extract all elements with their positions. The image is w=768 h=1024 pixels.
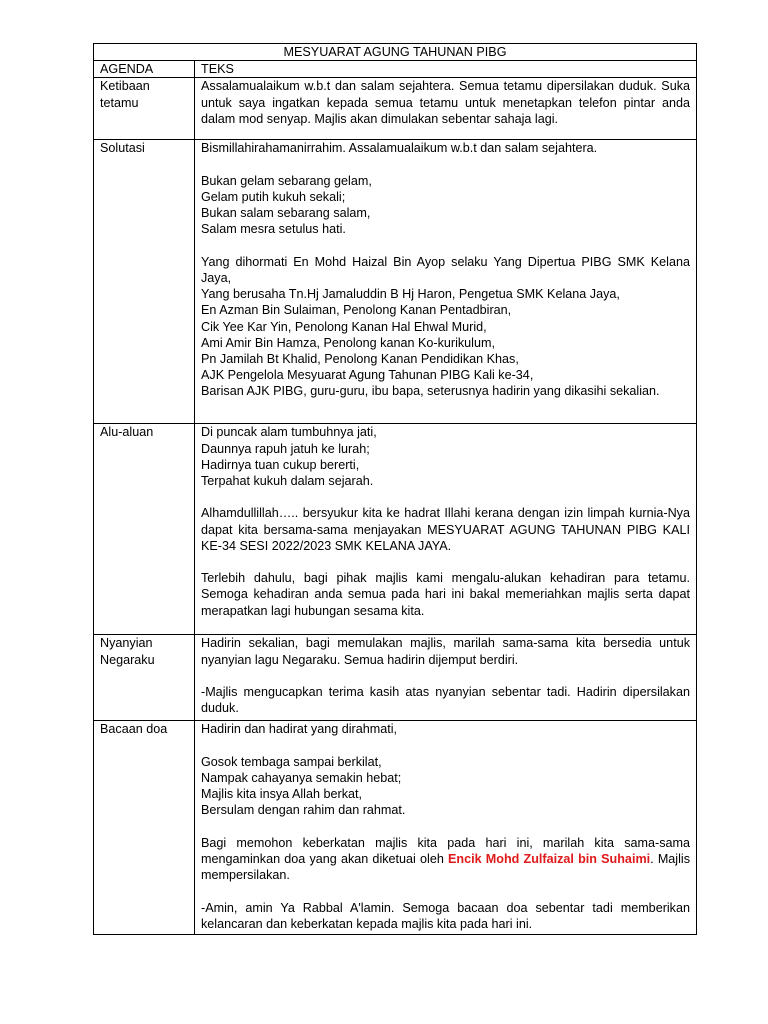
paragraph <box>201 424 690 489</box>
agenda-cell: Nyanyian Negaraku <box>94 635 195 721</box>
table-row <box>94 140 697 424</box>
paragraph <box>201 721 690 737</box>
agenda-header: AGENDA <box>94 61 195 78</box>
text-line: Bukan salam sebarang salam, <box>201 206 371 221</box>
text-segment: Bagi memohon keberkatan majlis kita pada hari ini, marilah kita sama-sama mengaminkan doa yang akan diketuai oleh <box>201 835 690 866</box>
text-cell <box>195 78 697 140</box>
agenda-table <box>93 43 697 935</box>
text-line: Hadirnya tuan cukup bererti, <box>201 457 360 472</box>
paragraph <box>201 754 690 819</box>
text-line: Bersulam dengan rahim dan rahmat. <box>201 803 406 818</box>
table-row <box>94 78 697 140</box>
text-line: Gosok tembaga sampai berkilat, <box>201 754 382 769</box>
text-cell <box>195 140 697 424</box>
text-line: Yang dihormati En Mohd Haizal Bin Ayop selaku Yang Dipertua PIBG SMK Kelana Jaya, <box>201 254 690 285</box>
text-line: Daunnya rapuh jatuh ke lurah; <box>201 441 370 456</box>
text-cell <box>195 635 697 721</box>
text-line: Di puncak alam tumbuhnya jati, <box>201 425 377 440</box>
paragraph <box>201 173 690 238</box>
text-line: Bismillahirahamanirrahim. Assalamualaikum w.b.t dan salam sejahtera. <box>201 141 598 156</box>
text-line: -Amin, amin Ya Rabbal A'lamin. Semoga bacaan doa sebentar tadi memberikan kelancaran dan keberkatan kepada majlis kita pada hari ini. <box>201 900 690 931</box>
paragraph <box>201 254 690 400</box>
text-line: Nampak cahayanya semakin hebat; <box>201 771 402 785</box>
paragraph <box>201 570 690 619</box>
text-line: Alhamdullillah….. bersyukur kita ke hadrat Illahi kerana dengan izin limpah kurnia-Nya dapat kita bersama-sama menjayakan MESYUARAT AGUNG TAHUNAN PIBG KALI KE-34 SESI 2022/2023 SMK KELANA JAYA. <box>201 506 690 553</box>
text-header: TEKS <box>195 61 697 78</box>
text-line: Gelam putih kukuh sekali; <box>201 190 346 204</box>
table-row <box>94 424 697 635</box>
agenda-cell: Solutasi <box>94 140 195 424</box>
text-line: Hadirin dan hadirat yang dirahmati, <box>201 722 398 737</box>
text-line: Barisan AJK PIBG, guru-guru, ibu bapa, seterusnya hadirin yang dikasihi sekalian. <box>201 384 660 399</box>
text-line: Yang berusaha Tn.Hj Jamaluddin B Hj Haron, Pengetua SMK Kelana Jaya, <box>201 287 620 302</box>
document-title: MESYUARAT AGUNG TAHUNAN PIBG <box>94 44 697 61</box>
text-line: AJK Pengelola Mesyuarat Agung Tahunan PIBG Kali ke-34, <box>201 368 534 383</box>
highlighted-name: Encik Mohd Zulfaizal bin Suhaimi <box>448 852 651 866</box>
text-line: Terlebih dahulu, bagi pihak majlis kami mengalu-alukan kehadiran para tetamu. Semoga kehadiran anda semua pada hari ini bakal memeriahkan majlis serta dapat merapatkan lagi hubungan sesama kita. <box>201 571 690 618</box>
paragraph <box>201 835 690 884</box>
paragraph <box>201 140 690 156</box>
header-row <box>94 61 697 78</box>
table-row <box>94 721 697 935</box>
text-line: -Majlis mengucapkan terima kasih atas nyanyian sebentar tadi. Hadirin dipersilakan duduk. <box>201 685 690 716</box>
text-segment: . Majlis mempersilakan. <box>201 852 691 883</box>
text-line: Hadirin sekalian, bagi memulakan majlis, marilah sama-sama kita bersedia untuk nyanyian lagu Negaraku. Semua hadirin dijemput berdiri. <box>201 636 690 667</box>
paragraph <box>201 684 690 716</box>
text-line: Ami Amir Bin Hamza, Penolong kanan Ko-kurikulum, <box>201 335 495 350</box>
paragraph <box>201 900 690 932</box>
text-line: Majlis kita insya Allah berkat, <box>201 787 362 802</box>
text-line: Cik Yee Kar Yin, Penolong Kanan Hal Ehwal Murid, <box>201 319 487 334</box>
agenda-cell: Bacaan doa <box>94 721 195 935</box>
agenda-cell: Alu-aluan <box>94 424 195 635</box>
text-line: Salam mesra setulus hati. <box>201 222 346 237</box>
text-line: Terpahat kukuh dalam sejarah. <box>201 474 374 489</box>
table-row <box>94 635 697 721</box>
text-line: En Azman Bin Sulaiman, Penolong Kanan Pentadbiran, <box>201 303 512 318</box>
text-cell <box>195 424 697 635</box>
title-row <box>94 44 697 61</box>
text-line: Pn Jamilah Bt Khalid, Penolong Kanan Pendidikan Khas, <box>201 352 519 367</box>
text-line: Bukan gelam sebarang gelam, <box>201 173 372 188</box>
text-cell <box>195 721 697 935</box>
paragraph <box>201 635 690 667</box>
paragraph <box>201 78 690 127</box>
text-line: Assalamualaikum w.b.t dan salam sejahtera. Semua tetamu dipersilakan duduk. Suka untuk saya ingatkan kepada semua tetamu untuk menetapkan telefon pintar anda dalam mod senyap. Majlis akan dimulakan sebentar sahaja lagi. <box>201 79 690 126</box>
paragraph <box>201 505 690 554</box>
agenda-cell: Ketibaan tetamu <box>94 78 195 140</box>
